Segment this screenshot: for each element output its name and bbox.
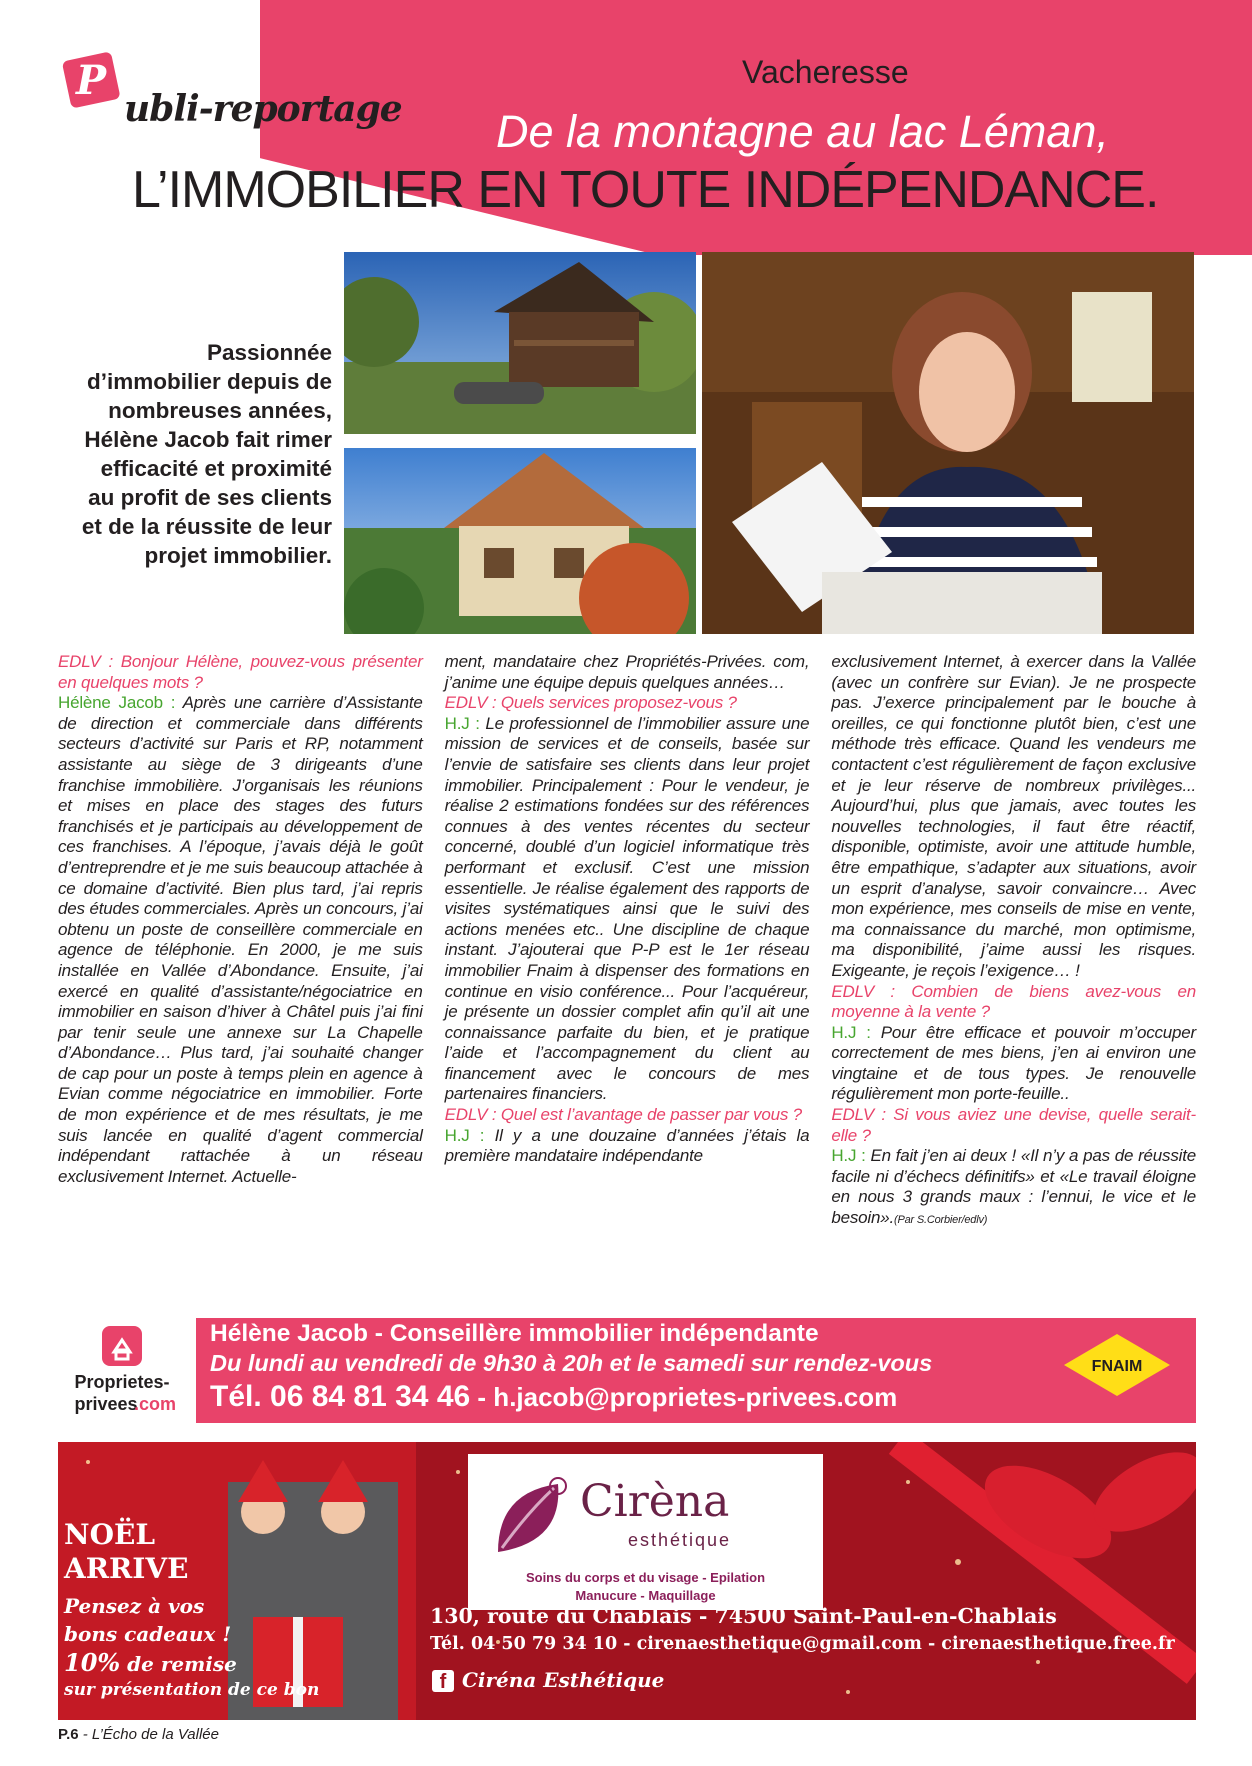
noel-line2: ARRIVE bbox=[64, 1552, 189, 1585]
ad-address: 130, route du Chablais - 74500 Saint-Paul-en-Chablais bbox=[430, 1604, 1057, 1628]
speaker: H.J : bbox=[831, 1146, 866, 1166]
gift-line3: sur présentation de ce bon bbox=[64, 1680, 320, 1700]
author-signature: (Par S.Corbier/edlv) bbox=[894, 1214, 988, 1227]
speaker: H.J : bbox=[444, 1125, 485, 1145]
portrait-photo bbox=[702, 252, 1194, 634]
column-2 bbox=[445, 652, 810, 1231]
cirena-logo-panel bbox=[468, 1454, 823, 1610]
answer-text: En fait j’en ai deux ! «Il n’y a pas de réussite facile ni d’échecs définitifs» et «Le travail éloigne en nous 3 grands maux : l’ennui, le vice et le besoin». bbox=[831, 1146, 1197, 1228]
speaker: H.J : bbox=[831, 1022, 871, 1042]
publication-name: - L’Écho de la Vallée bbox=[78, 1726, 219, 1743]
speaker: H.J : bbox=[444, 713, 480, 733]
answer bbox=[831, 1023, 1196, 1105]
question: EDLV : Si vous aviez une devise, quelle serait-elle ? bbox=[831, 1105, 1197, 1145]
article-subtitle: De la montagne au lac Léman, bbox=[496, 106, 1109, 157]
contact-phone[interactable]: Tél. 06 84 81 34 46 bbox=[210, 1380, 471, 1413]
place-name: Vacheresse bbox=[742, 54, 909, 90]
column-1 bbox=[58, 652, 423, 1231]
column-3 bbox=[831, 652, 1196, 1231]
question: EDLV : Quel est l’avantage de passer par vous ? bbox=[444, 1105, 802, 1125]
services-line1: Soins du corps et du visage - Epilation bbox=[525, 1570, 766, 1585]
answer bbox=[445, 1126, 810, 1167]
article-title: L’IMMOBILIER EN TOUTE INDÉPENDANCE. bbox=[132, 161, 1159, 219]
publi-badge-letter: P bbox=[75, 57, 107, 104]
publi-reportage-label: ubli-reportage bbox=[124, 88, 402, 130]
discount-percent: 10% bbox=[64, 1648, 121, 1677]
contact-name: Hélène Jacob - Conseillère immobilier indépendante bbox=[210, 1320, 819, 1347]
cirena-leaf-icon bbox=[488, 1472, 578, 1562]
pp-logo-com: .com bbox=[133, 1394, 177, 1414]
contact-email[interactable]: - h.jacob@proprietes-privees.com bbox=[470, 1382, 898, 1412]
answer bbox=[445, 714, 810, 1105]
page-footer bbox=[58, 1726, 219, 1743]
discount-line bbox=[64, 1648, 237, 1677]
gift-line2: bons cadeaux ! bbox=[64, 1622, 232, 1646]
cirena-brand-sub: esthétique bbox=[628, 1530, 732, 1550]
answer-text: Il y a une douzaine d’années j’étais la première mandataire indépendante bbox=[444, 1125, 810, 1166]
gift-line1: Pensez à vos bbox=[64, 1594, 205, 1618]
chalet-photo bbox=[344, 252, 696, 434]
speaker: Hélène Jacob : bbox=[58, 693, 176, 713]
answer bbox=[831, 1146, 1196, 1230]
question: EDLV : Bonjour Hélène, pouvez-vous présenter en quelques mots ? bbox=[58, 652, 423, 692]
noel-line1: NOËL bbox=[64, 1518, 156, 1551]
ad-facebook[interactable]: Ciréna Esthétique bbox=[462, 1668, 665, 1692]
article-body bbox=[58, 652, 1196, 1231]
fnaim-label: FNAIM bbox=[1091, 1358, 1143, 1375]
answer-continued: exclusivement Internet, à exercer dans la Vallée (avec un confrère sur Evian). Je ne prospecte pas. J’exerce principalement par le bouche à oreilles, ce qui fonctionne plutôt bien, c’est une méthode très efficace. Quand les vendeurs me contactent c’est régulièrement de façon exclusive et je leur réserve de nombreux privilèges... Aujourd’hui, plus que jamais, avec toutes les nouvelles technologies, il faut être réactif, disponible, optimiste, avoir une attitude humble, être empathique, s’adapter aux situations, avoir un esprit d’analyse, savoir convaincre… Avec mon expérience, mes conseils de mise en vente, ma connaissance du marché, mon optimisme, ma disponibilité, j’aime aussi les risques. Exigeante, je reçois l’exigence… ! bbox=[831, 652, 1197, 980]
cirena-brand: Cirèna bbox=[580, 1476, 730, 1527]
proprietes-privees-logo bbox=[62, 1324, 182, 1424]
answer-text: Après une carrière d’Assistante de direction et commerciale dans différents secteurs d’activité sur Paris et RP, notamment assistante au siège de 3 dirigeants d’une franchise immobilière. J’organisais les réunions et mises en place des stages des futurs franchisés et je participais au développement de ces franchises. A l’époque, j’avais déjà le goût d’entreprendre et je me suis beaucoup attachée à ce domaine d’activité. Bien plus tard, j’ai repris des études commerciales. Après un concours, j’ai obtenu un poste de conseillère commerciale en agence de téléphonie. En 2000, je me suis installée en Vallée d’Abondance. Ensuite, j’ai exercé en qualité d’assistante/négociatrice en immobilier en saison d’hiver à Châtel puis j’ai fini par tenir seule une annexe sur La Chapelle d’Abondance… Plus tard, j’ai souhaité changer de cap pour un poste à temps plein en agence à Evian comme négociatrice en immobilier. Forte de mon expérience et de mes résultats, je me suis lancée en qualité d’agent commercial indépendant rattachée à un réseau exclusivement Internet. Actuelle- bbox=[58, 693, 423, 1186]
question: EDLV : Combien de biens avez-vous en moyenne à la vente ? bbox=[831, 981, 1197, 1022]
question: EDLV : Quels services proposez-vous ? bbox=[444, 693, 737, 713]
pp-logo-line2: privees bbox=[74, 1394, 138, 1414]
contact-details bbox=[210, 1380, 897, 1414]
fnaim-logo bbox=[1058, 1330, 1176, 1400]
house-photo bbox=[344, 448, 696, 634]
answer-continued: ment, mandataire chez Propriétés-Privées. com, j’anime une équipe depuis quelques années… bbox=[444, 652, 810, 692]
contact-hours: Du lundi au vendredi de 9h30 à 20h et le samedi sur rendez-vous bbox=[210, 1350, 933, 1376]
answer-text: Le professionnel de l’immobilier assure une mission de services et de conseils, basée sur l’envie de satisfaire ses clients dans leur projet immobilier. Principalement : Pour le vendeur, je réalise 2 estimations fondées sur des références connues à des ventes récentes du secteur concerné, doublé d’un logiciel informatique très performant et exclusif. C’est une mission essentielle. Je réalise également des rapports de visites systématiques ainsi que le suivi des actions menées etc.. Une discipline de chaque instant. J’ajouterai que P-P est le 1er réseau immobilier Fnaim à dispenser des formations en continue en visio conférence... Pour l’acquéreur, je présente un dossier complet afin qu’il ait une connaissance parfaite du bien, et je pratique l’aide et l’accompagnement du client au financement avec le concours de mes partenaires financiers. bbox=[444, 713, 810, 1104]
services-line2: Manucure - Maquillage bbox=[575, 1588, 716, 1603]
pp-logo-line1: Proprietes- bbox=[74, 1372, 170, 1392]
discount-text: de remise bbox=[120, 1652, 237, 1676]
intro-text: Passionnée d’immobilier depuis de nombreuses années, Hélène Jacob fait rimer efficacité et proximité au profit de ses clients et de la réussite de leur projet immobilier. bbox=[81, 340, 332, 568]
page-number: P.6 bbox=[58, 1726, 79, 1743]
facebook-icon[interactable]: f bbox=[432, 1670, 454, 1692]
answer-text: Pour être efficace et pouvoir m’occuper correctement de mes biens, j’en ai environ une vingtaine et de tous types. Je renouvelle régulièrement mon porte-feuille.. bbox=[831, 1022, 1197, 1104]
publi-logo bbox=[60, 48, 122, 110]
answer bbox=[58, 693, 423, 1187]
ad-contact[interactable]: Tél. 04 50 79 34 10 - cirenaesthetique@gmail.com - cirenaesthetique.free.fr bbox=[430, 1634, 1175, 1654]
